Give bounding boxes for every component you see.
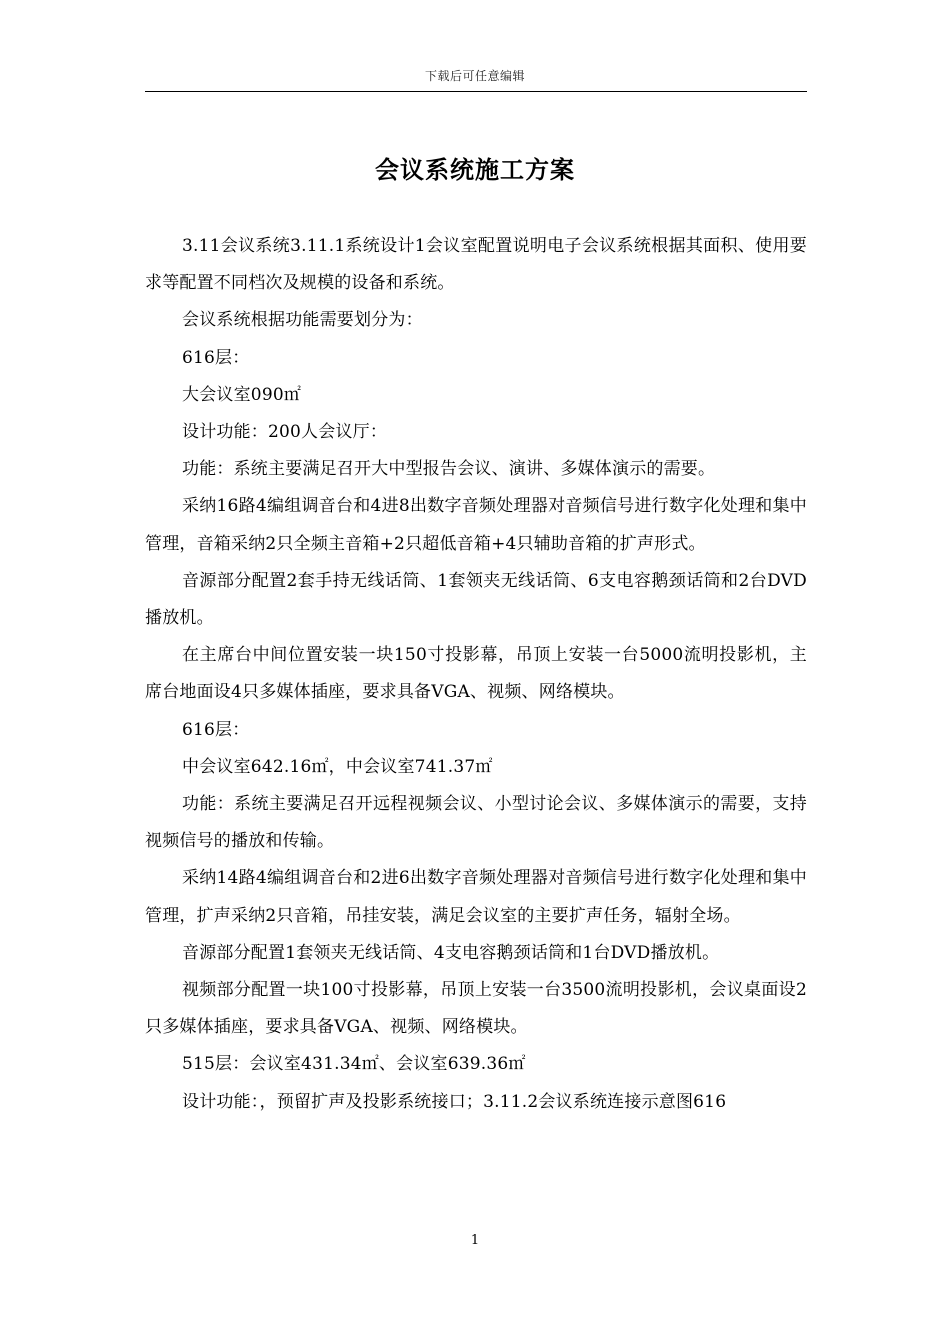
paragraph: 616层： [182, 719, 250, 740]
paragraph: 功能：系统主要满足召开大中型报告会议、演讲、多媒体演示的需要。 [182, 459, 716, 480]
paragraph: 采纳16路4编组调音台和4进8出数字音频处理器对音频信号进行数字化处理和集中管理，音箱采纳2只全频主音箱+2只超低音箱+4只辅助音箱的扩声形式。 [145, 496, 807, 554]
paragraph: 音源部分配置2套手持无线话筒、1套领夹无线话筒、6支电容鹅颈话筒和2台DVD播放机。 [145, 570, 807, 629]
document-body [145, 228, 807, 1121]
page-number: 1 [470, 1233, 480, 1248]
paragraph: 视频部分配置一块100寸投影幕，吊顶上安装一台3500流明投影机，会议桌面设2只多媒体插座，要求具备VGA、视频、网络模块。 [145, 980, 807, 1038]
paragraph: 音源部分配置1套领夹无线话筒、4支电容鹅颈话筒和1台DVD播放机。 [182, 942, 720, 963]
header-note: 下载后可任意编辑 [424, 69, 525, 83]
document-title: 会议系统施工方案 [375, 155, 575, 184]
paragraph: 采纳14路4编组调音台和2进6出数字音频处理器对音频信号进行数字化处理和集中管理，扩声采纳2只音箱，吊挂安装，满足会议室的主要扩声任务，辐射全场。 [145, 868, 807, 926]
paragraph: 中会议室642.16㎡，中会议室741.37㎡ [182, 756, 493, 777]
header-divider [145, 91, 807, 92]
paragraph: 设计功能：，预留扩声及投影系统接口；3.11.2会议系统连接示意图616 [182, 1091, 727, 1112]
paragraph: 设计功能：200人会议厅： [182, 422, 388, 443]
paragraph: 功能：系统主要满足召开远程视频会议、小型讨论会议、多媒体演示的需要，支持视频信号的播放和传输。 [145, 794, 807, 852]
paragraph: 大会议室090㎡ [182, 384, 302, 405]
paragraph: 515层：会议室431.34㎡、会议室639.36㎡ [182, 1054, 526, 1075]
paragraph: 3.11会议系统3.11.1系统设计1会议室配置说明电子会议系统根据其面积、使用要求等配置不同档次及规模的设备和系统。 [145, 236, 807, 294]
paragraph: 在主席台中间位置安装一块150寸投影幕，吊顶上安装一台5000流明投影机，主席台地面设4只多媒体插座，要求具备VGA、视频、网络模块。 [145, 645, 807, 703]
paragraph: 616层： [182, 347, 250, 368]
paragraph: 会议系统根据功能需要划分为： [182, 310, 423, 331]
